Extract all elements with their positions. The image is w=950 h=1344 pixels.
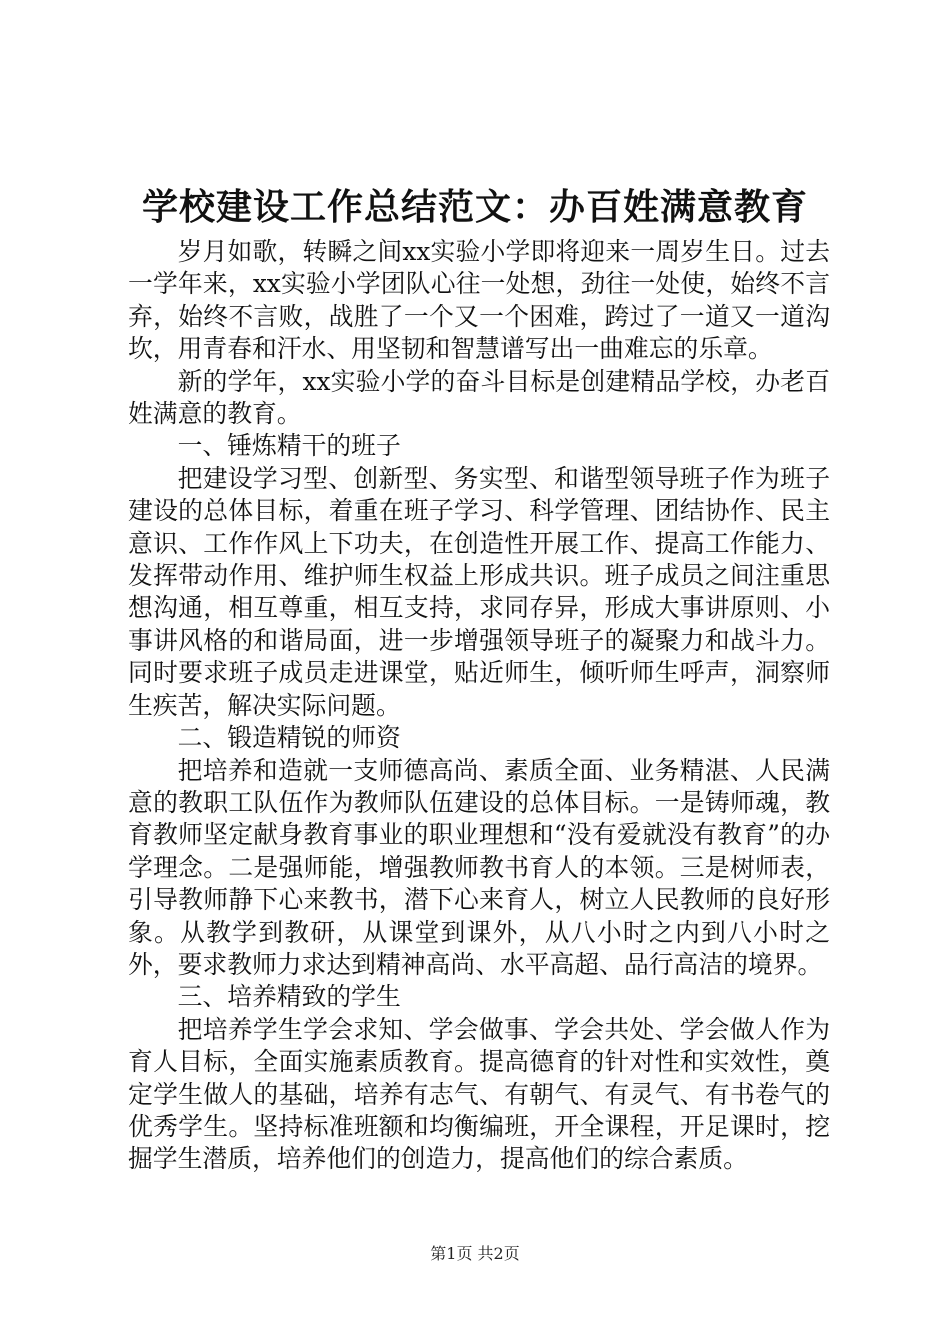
section-heading-teachers: 二、锻造精锐的师资: [177, 723, 401, 753]
paragraph-intro: 岁月如歌，转瞬之间xx实验小学即将迎来一周岁生日。过去一学年来，xx实验小学团队心往一处想，劲往一处使，始终不言弃，始终不言败，战胜了一个又一个困难，跨过了一道又一道沟坎，用青春和汗水、用坚韧和智慧谱写出一曲难忘的乐章。: [128, 237, 830, 364]
section-heading-students: 三、培养精致的学生: [177, 982, 401, 1012]
paragraph-teachers: 把培养和造就一支师德高尚、素质全面、业务精湛、人民满意的教职工队伍作为教师队伍建设的总体目标。一是铸师魂，教育教师坚定献身教育事业的职业理想和“没有爱就没有教育”的办学理念。二是强师能，增强教师教书育人的本领。三是树师表，引导教师静下心来教书，潜下心来育人，树立人民教师的良好形象。从教学到教研，从课堂到课外，从八小时之内到八小时之外，要求教师力求达到精神高尚、水平高超、品行高洁的境界。: [128, 755, 830, 979]
paragraph-goal: 新的学年，xx实验小学的奋斗目标是创建精品学校，办老百姓满意的教育。: [128, 366, 830, 429]
paragraph-students: 把培养学生学会求知、学会做事、学会共处、学会做人作为育人目标，全面实施素质教育。提高德育的针对性和实效性，奠定学生做人的基础，培养有志气、有朝气、有灵气、有书卷气的优秀学生。坚持标准班额和均衡编班，开全课程，开足课时，挖掘学生潜质，培养他们的创造力，提高他们的综合素质。: [128, 1014, 830, 1174]
section-heading-leadership: 一、锤炼精干的班子: [177, 431, 401, 461]
document-body: [128, 236, 830, 1176]
document-title: 学校建设工作总结范文：办百姓满意教育: [141, 187, 808, 228]
page-number-footer: 第1页 共2页: [430, 1244, 520, 1263]
paragraph-leadership: 把建设学习型、创新型、务实型、和谐型领导班子作为班子建设的总体目标，着重在班子学习、科学管理、团结协作、民主意识、工作作风上下功夫，在创造性开展工作、提高工作能力、发挥带动作用、维护师生权益上形成共识。班子成员之间注重思想沟通，相互尊重，相互支持，求同存异，形成大事讲原则、小事讲风格的和谐局面，进一步增强领导班子的凝聚力和战斗力。同时要求班子成员走进课堂，贴近师生，倾听师生呼声，洞察师生疾苦，解决实际问题。: [128, 463, 830, 720]
